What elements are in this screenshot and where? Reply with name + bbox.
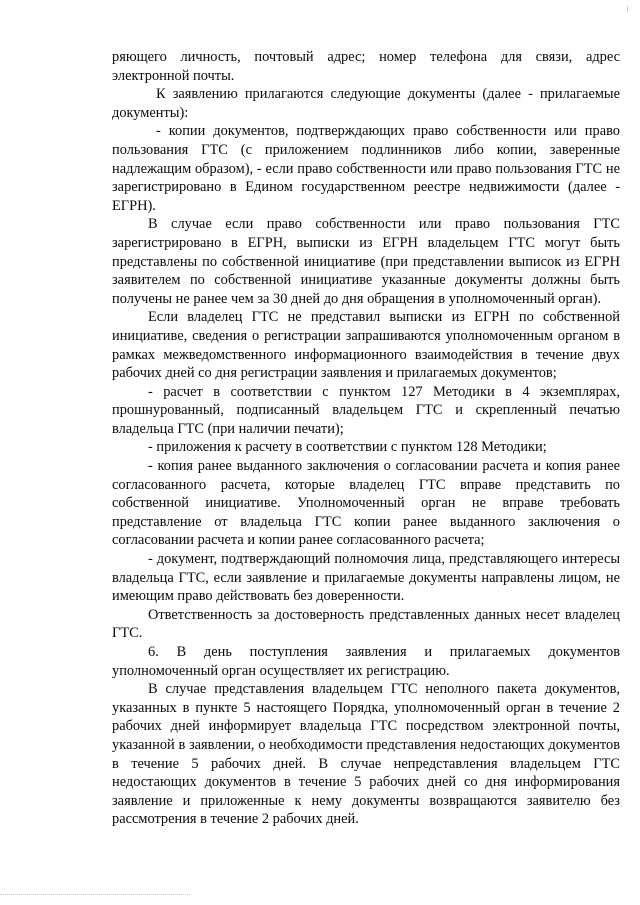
- paragraph-authority-document: - документ, подтверждающий полномочия лица, представляющего интересы владельца ГТС, если заявление и прилагаемые документы направлены лицом, не имеющим право действовать без доверенности.: [112, 551, 620, 605]
- scan-edge-mark: [627, 6, 628, 12]
- paragraph-previous-conclusion: - копия ранее выданного заключения о согласовании расчета и копия ранее согласованного расчета, которые владелец ГТС вправе представить по собственной инициативе. Уполномоченный орган не вправе требовать представление от владельца ГТС копии ранее выданного заключения о согласовании расчета и копии ранее согласованного расчета;: [112, 458, 620, 549]
- paragraph-responsibility: Ответственность за достоверность представленных данных несет владелец ГТС.: [112, 606, 620, 642]
- document-page: [112, 48, 620, 829]
- paragraph-egrn-request: Если владелец ГТС не представил выписки из ЕГРН по собственной инициативе, сведения о регистрации запрашиваются уполномоченным органом в рамках межведомственного информационного взаимодействия в течение двух рабочих дней со дня регистрации заявления и прилагаемых документов;: [112, 309, 620, 382]
- paragraph-incomplete-package: В случае представления владельцем ГТС неполного пакета документов, указанных в пункте 5 настоящего Порядка, уполномоченный орган в течение 2 рабочих дней информирует владельца ГТС посредством электронной почты, указанной в заявлении, о необходимости представления недостающих документов в течение 5 рабочих дней. В случае непредставления владельцем ГТС недостающих документов в течение 5 рабочих дней со дня информирования заявление и приложенные к нему документы возвращаются заявителю без рассмотрения в течение 2 рабочих дней.: [112, 681, 620, 828]
- paragraph-attached-documents-intro: К заявлению прилагаются следующие документы (далее - прилагаемые документы):: [112, 86, 620, 121]
- paragraph-calculation: - расчет в соответствии с пунктом 127 Методики в 4 экземплярах, прошнурованный, подписанный владельцем ГТС и скрепленный печатью владельца ГТС (при наличии печати);: [112, 383, 620, 437]
- paragraph-applicant-contacts: ряющего личность, почтовый адрес; номер телефона для связи, адрес электронной почты.: [112, 49, 620, 84]
- paragraph-section-6-registration: 6. В день поступления заявления и прилагаемых документов уполномоченный орган осуществляет их регистрацию.: [112, 644, 620, 679]
- paragraph-calculation-appendices: - приложения к расчету в соответствии с пунктом 128 Методики;: [148, 439, 547, 456]
- paragraph-egrn-registered: В случае если право собственности или право пользования ГТС зарегистрировано в ЕГРН, выписки из ЕГРН владельцем ГТС могут быть представлены по собственной инициативе (при представлении выписок из ЕГРН заявителем по собственной инициативе указанные документы должны быть получены не ранее чем за 30 дней до дня обращения в уполномоченный орган).: [112, 216, 620, 307]
- scan-bottom-edge: [0, 894, 190, 895]
- paragraph-ownership-documents: - копии документов, подтверждающих право собственности или право пользования ГТС (с приложением подлинников либо копии, заверенные надлежащим образом), - если право собственности или право пользования ГТС не зарегистрировано в Едином государственном реестре недвижимости (далее - ЕГРН).: [112, 123, 620, 214]
